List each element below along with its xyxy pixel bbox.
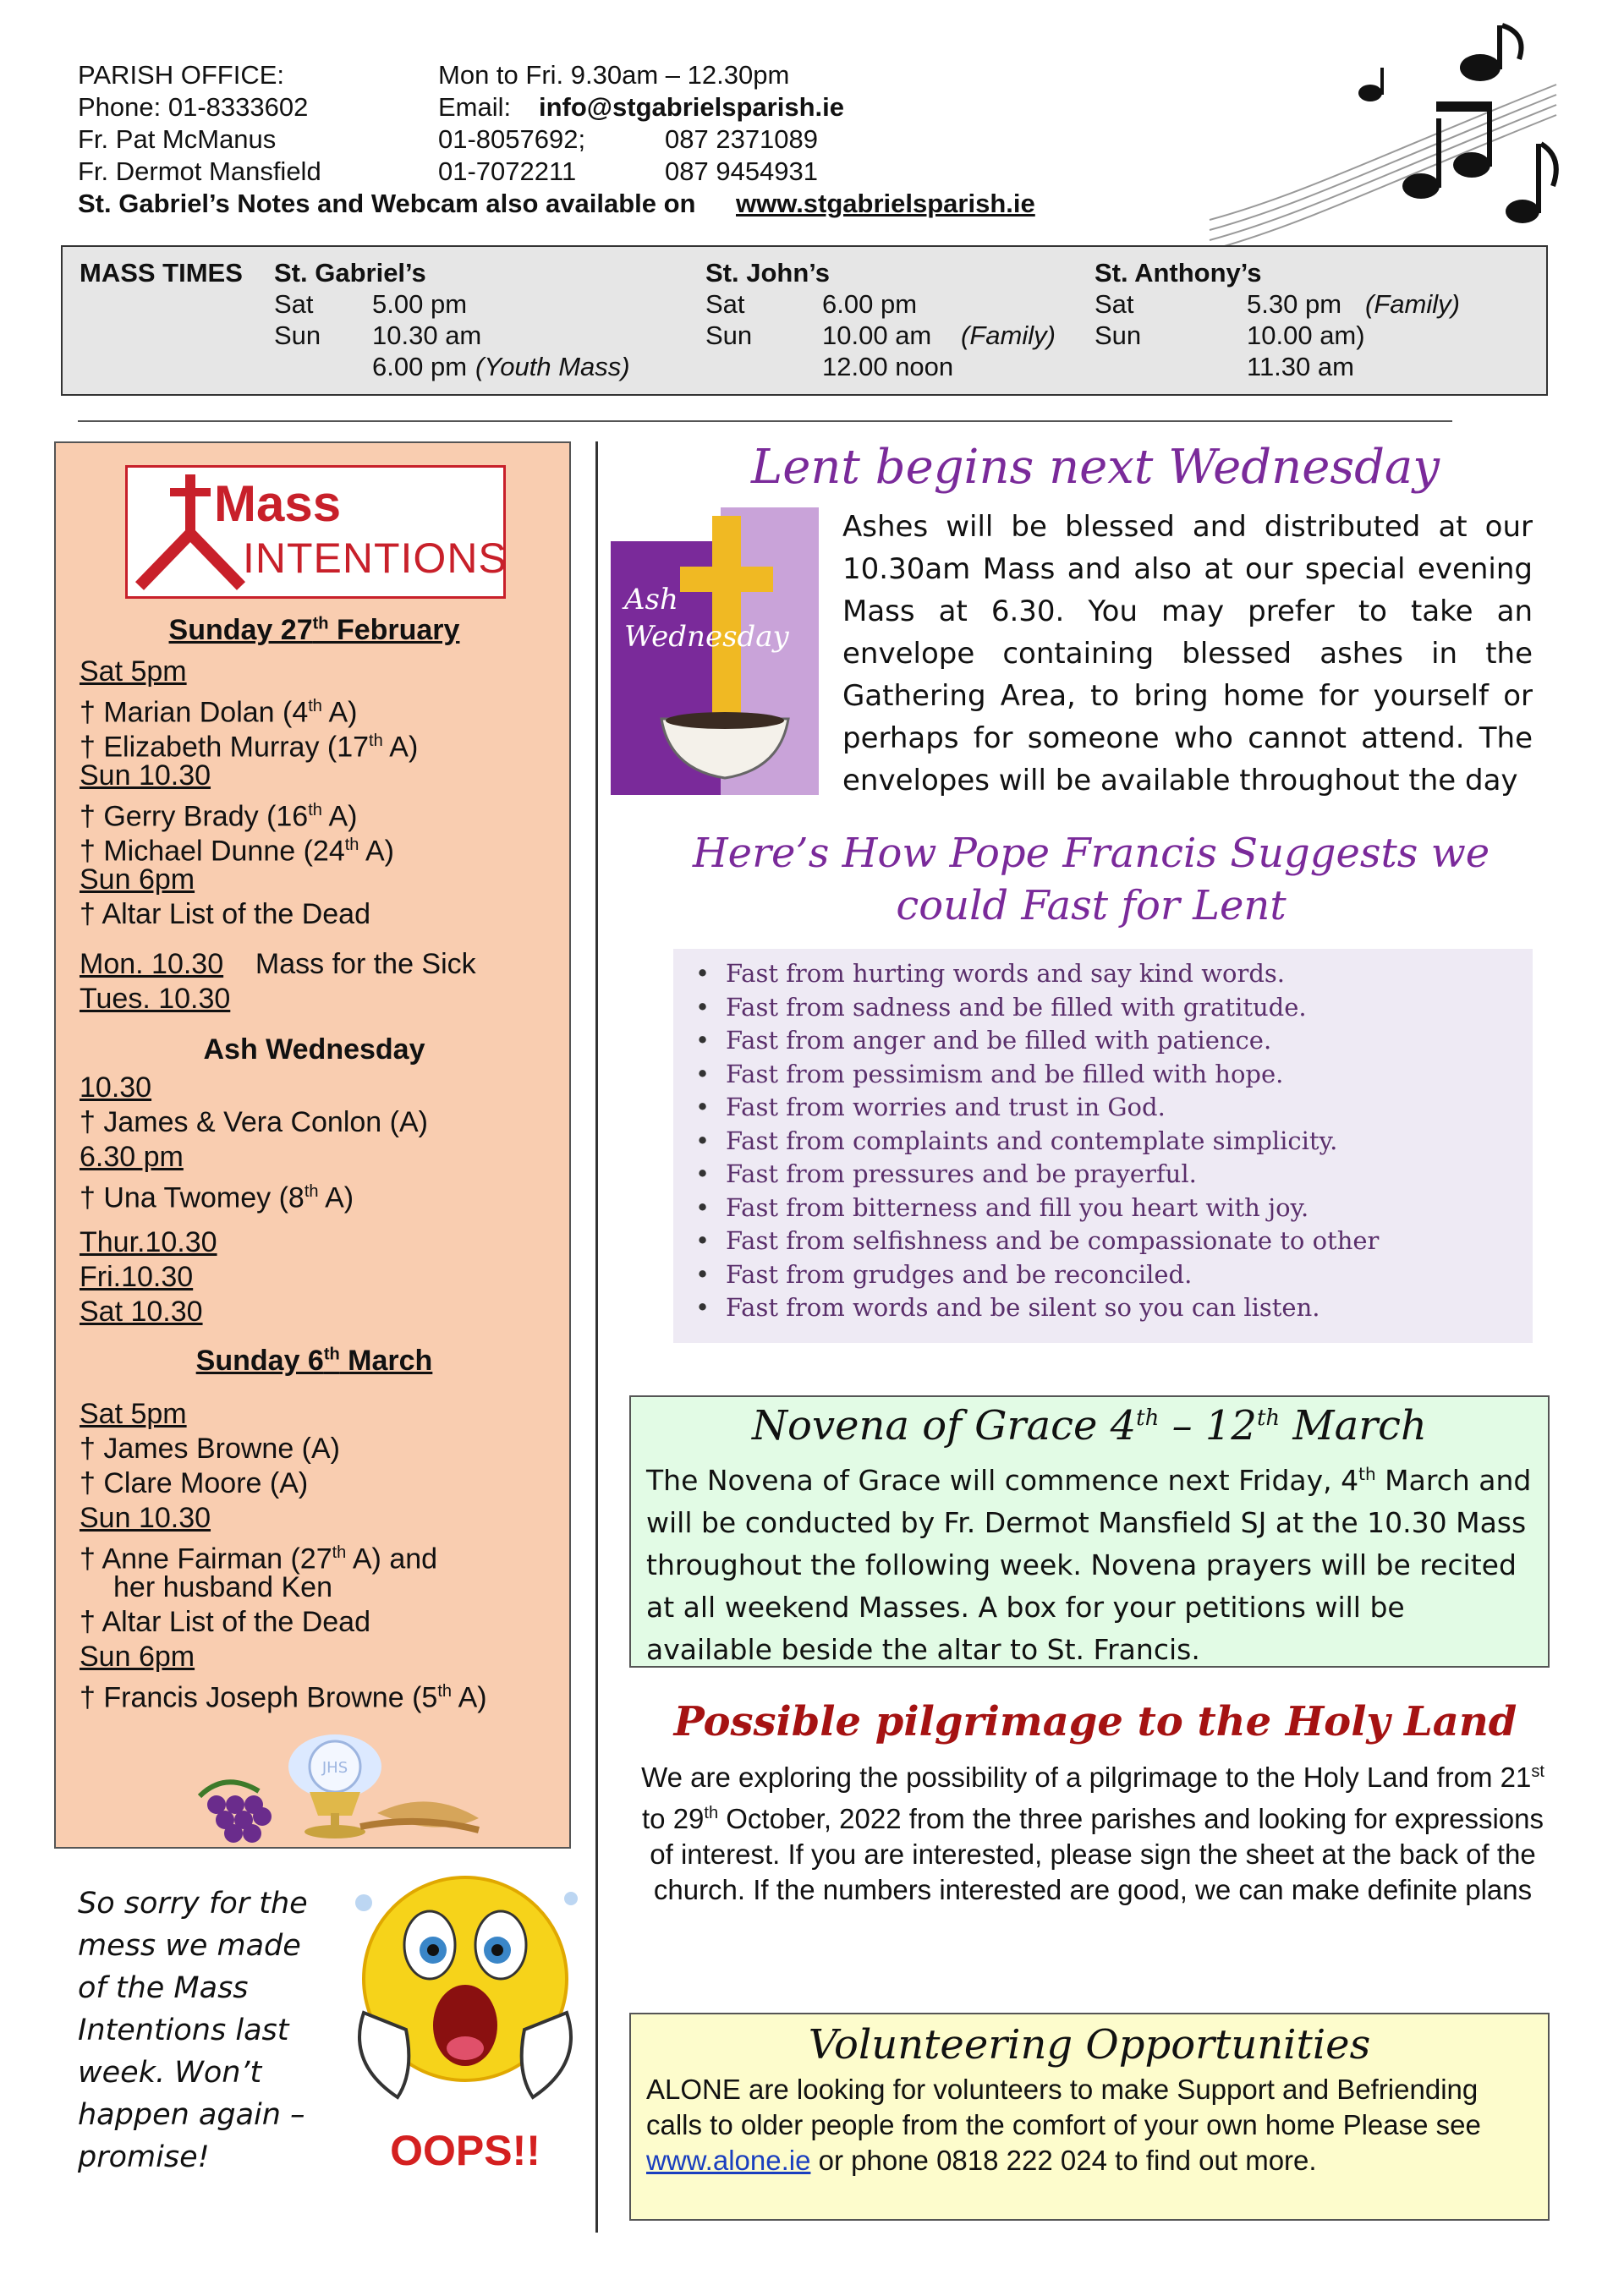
intention-item: † Elizabeth Murray (17th A) xyxy=(80,731,419,764)
mass-intentions-panel xyxy=(54,441,571,1849)
lent-body: Ashes will be blessed and distributed at our 10.30am Mass and also at our special evening Mass at 6.30. You may prefer to take an envelope containing blessed ashes in the Gathering Area, to bring home for yourself or perhaps for someone who cannot attend. The envelopes will be available throughout the day xyxy=(842,510,1533,797)
chalice-host-label: JHS xyxy=(321,1759,348,1777)
priest-2-name: Fr. Dermot Mansfield xyxy=(78,156,321,186)
logo-mass: Mass xyxy=(214,475,342,532)
mass-day: Sat xyxy=(274,289,314,319)
list-item: • Fast from pressures and be prayerful. xyxy=(726,1158,1533,1192)
mass-note: (Family) xyxy=(961,321,1056,350)
intention-item: † Altar List of the Dead xyxy=(80,1606,370,1638)
intention-item: † James Browne (A) xyxy=(80,1433,340,1465)
email-label: Email: xyxy=(438,92,512,122)
mass-slot: Sun 6pm xyxy=(80,1641,195,1673)
lent-title: Lent begins next Wednesday xyxy=(751,440,1440,495)
ash-label-1: Ash xyxy=(624,583,678,616)
mass-day: Sat xyxy=(705,289,745,319)
novena-title: Novena of Grace 4th – 12th March xyxy=(752,1402,1427,1449)
intention-item: † Gerry Brady (16th A) xyxy=(80,800,358,833)
ash-wednesday-image xyxy=(611,507,819,795)
apology-line: So sorry for the xyxy=(78,1887,308,1921)
mass-time: 5.30 pm xyxy=(1247,289,1342,319)
apology-note xyxy=(78,1882,365,2178)
intention-item: † Una Twomey (8th A) xyxy=(80,1181,354,1214)
church-name-st-anthonys: St. Anthony’s xyxy=(1095,258,1262,288)
pope-title-line-2: could Fast for Lent xyxy=(896,882,1287,929)
mass-time: 10.30 am xyxy=(372,321,482,350)
column-divider xyxy=(595,441,598,2233)
email-link[interactable]: info@stgabrielsparish.ie xyxy=(539,92,844,122)
office-label: PARISH OFFICE: xyxy=(78,60,285,90)
intention-item: † Altar List of the Dead xyxy=(80,898,370,930)
oops-text: OOPS!! xyxy=(390,2127,540,2174)
church-name-st-gabriels: St. Gabriel’s xyxy=(274,258,426,288)
pilgrimage-title: Possible pilgrimage to the Holy Land xyxy=(673,1698,1517,1745)
mass-slot: 10.30 xyxy=(80,1071,152,1104)
priest-1-phone: 01-8057692; xyxy=(438,124,586,154)
mass-slot: Fri.10.30 xyxy=(80,1261,194,1293)
priest-1-mobile: 087 2371089 xyxy=(665,124,819,154)
mass-time: 11.30 am xyxy=(1247,352,1354,381)
mass-day: Sun xyxy=(274,321,321,350)
mass-times-box xyxy=(61,245,1548,396)
mass-slot: Sat 5pm xyxy=(80,655,187,688)
chalice-grapes-bread-image xyxy=(157,1720,496,1847)
alone-link[interactable]: www.alone.ie xyxy=(646,2145,811,2176)
mass-note: (Youth Mass) xyxy=(475,352,630,381)
list-item: • Fast from selfishness and be compassionate to other xyxy=(726,1225,1533,1258)
list-item: • Fast from words and be silent so you can listen. xyxy=(726,1291,1533,1325)
novena-box xyxy=(629,1395,1550,1668)
mass-slot-monday: Mon. 10.30 Mass for the Sick xyxy=(80,948,476,980)
mass-slot: Sun 10.30 xyxy=(80,1502,211,1534)
volunteering-body: ALONE are looking for volunteers to make Support and Befriending calls to older people from the comfort of your own home Please see www.alone.ie or phone 0818 222 024 to find out more. xyxy=(646,2074,1481,2176)
mass-day: Sun xyxy=(1095,321,1142,350)
pilgrimage-body: We are exploring the possibility of a pilgrimage to the Holy Land from 21st to 29th October, 2022 from the three parishes and looking for expressions of interest. If you are interested, please sign the sheet at the back of the church. If the numbers interested are good, we can make definite plans xyxy=(641,1762,1544,1905)
intention-item: † James & Vera Conlon (A) xyxy=(80,1106,428,1138)
apology-line: promise! xyxy=(78,2140,210,2174)
mass-slot: Tues. 10.30 xyxy=(80,983,231,1015)
mass-time: 6.00 pm xyxy=(822,289,918,319)
apology-line: week. Won’t xyxy=(78,2056,262,2090)
fasting-list xyxy=(673,949,1533,1325)
mass-time: 10.00 am xyxy=(822,321,932,350)
list-item: • Fast from anger and be filled with patience. xyxy=(726,1024,1533,1058)
volunteering-box xyxy=(629,2013,1550,2221)
office-phone: Phone: 01-8333602 xyxy=(78,92,309,122)
ash-wednesday-heading: Ash Wednesday xyxy=(203,1033,425,1066)
intention-item: † Francis Joseph Browne (5th A) xyxy=(80,1681,487,1714)
intention-item: † Marian Dolan (4th A) xyxy=(80,696,358,729)
priest-1-name: Fr. Pat McManus xyxy=(78,124,277,154)
mass-slot: Sun 10.30 xyxy=(80,759,211,792)
mass-time: 6.00 pm xyxy=(372,352,468,381)
mass-time: 5.00 pm xyxy=(372,289,468,319)
logo-intentions: INTENTIONS xyxy=(243,534,508,582)
list-item: • Fast from sadness and be filled with gratitude. xyxy=(726,991,1533,1025)
church-name-st-johns: St. John’s xyxy=(705,258,830,288)
intention-item: † Anne Fairman (27th A) and xyxy=(80,1543,438,1575)
mass-note: (Family) xyxy=(1365,289,1460,319)
novena-body: The Novena of Grace will commence next Friday, 4th March and will be conducted by Fr. Dermot Mansfield SJ at the 10.30 Mass throughout the following week. Novena prayers will be recited at all weekend Masses. A box for your petitions will be available beside the altar to St. Francis. xyxy=(646,1464,1532,1666)
mass-time: 12.00 noon xyxy=(822,352,954,381)
pope-title-line-1: Here’s How Pope Francis Suggests we xyxy=(692,830,1490,877)
priest-2-mobile: 087 9454931 xyxy=(665,156,819,186)
mass-slot: Sat 5pm xyxy=(80,1398,187,1430)
list-item: • Fast from pessimism and be filled with hope. xyxy=(726,1058,1533,1092)
apology-line: mess we made xyxy=(78,1929,301,1963)
mass-times-label: MASS TIMES xyxy=(80,258,243,288)
parish-office-header xyxy=(78,59,1245,220)
intention-item: † Michael Dunne (24th A) xyxy=(80,835,395,868)
oops-emoji-image xyxy=(338,1852,592,2190)
mass-slot: Sat 10.30 xyxy=(80,1296,203,1328)
apology-line: of the Mass xyxy=(78,1971,249,2005)
mass-slot: Sun 6pm xyxy=(80,863,195,896)
office-hours: Mon to Fri. 9.30am – 12.30pm xyxy=(438,60,790,90)
pope-francis-title xyxy=(626,827,1556,932)
intention-item: † Clare Moore (A) xyxy=(80,1467,309,1499)
mass-slot: 6.30 pm xyxy=(80,1141,184,1173)
mass-day: Sat xyxy=(1095,289,1134,319)
website-link[interactable]: www.stgabrielsparish.ie xyxy=(736,189,1035,218)
list-item: • Fast from worries and trust in God. xyxy=(726,1091,1533,1125)
volunteering-title: Volunteering Opportunities xyxy=(808,2021,1371,2069)
intention-item-continued: her husband Ken xyxy=(113,1571,332,1603)
list-item: • Fast from complaints and contemplate simplicity. xyxy=(726,1125,1533,1159)
list-item: • Fast from bitterness and fill you heart with joy. xyxy=(726,1192,1533,1225)
mass-time: 10.00 am) xyxy=(1247,321,1365,350)
fasting-list-box xyxy=(673,949,1533,1343)
mass-intentions-logo xyxy=(125,465,506,599)
sunday-heading-1: Sunday 27th February xyxy=(168,614,460,646)
mass-slot: Thur.10.30 xyxy=(80,1226,217,1258)
priest-2-phone: 01-7072211 xyxy=(438,156,577,186)
mass-day: Sun xyxy=(705,321,753,350)
divider xyxy=(78,420,1452,422)
music-notes-decoration xyxy=(1201,17,1565,254)
list-item: • Fast from hurting words and say kind words. xyxy=(726,957,1533,991)
list-item: • Fast from grudges and be reconciled. xyxy=(726,1258,1533,1292)
sunday-heading-2: Sunday 6th March xyxy=(195,1345,433,1377)
apology-line: happen again – xyxy=(78,2098,305,2132)
apology-line: Intentions last xyxy=(78,2014,289,2047)
ash-label-2: Wednesday xyxy=(624,620,789,654)
notes-webcam-text: St. Gabriel’s Notes and Webcam also available on xyxy=(78,189,696,218)
